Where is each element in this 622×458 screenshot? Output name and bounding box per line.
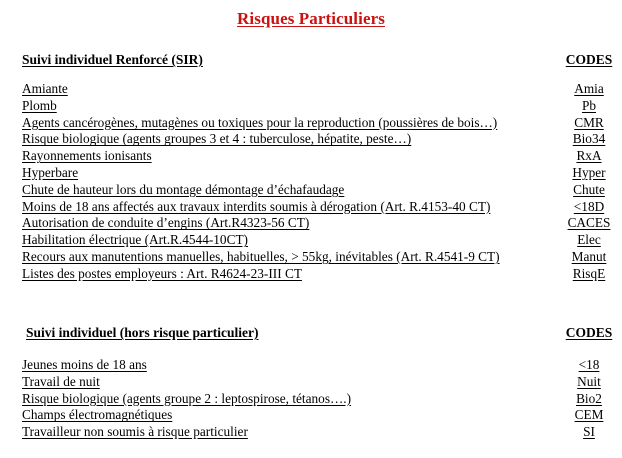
list-item	[0, 98, 622, 115]
list-item	[0, 115, 622, 132]
risk-code-text: Bio34	[572, 131, 606, 147]
section-header	[0, 325, 622, 345]
risk-label: Plomb	[22, 97, 57, 113]
risk-code	[556, 374, 622, 391]
list-item	[0, 232, 622, 249]
codes-column-header	[556, 325, 622, 341]
list-item	[0, 148, 622, 165]
risk-label: Travail de nuit	[22, 373, 100, 389]
list-item	[0, 165, 622, 182]
risk-code-text: RisqE	[572, 265, 606, 281]
section-suivi-individuel-hors-risque	[0, 325, 622, 441]
page-title-text: Risques Particuliers	[237, 9, 385, 28]
list-item	[0, 249, 622, 266]
section-header	[0, 52, 622, 72]
risk-code	[556, 266, 622, 283]
risk-code-text: CMR	[574, 114, 604, 130]
risk-label: Habilitation électrique (Art.R.4544-10CT)	[22, 232, 248, 248]
risk-label: Champs électromagnétiques	[22, 407, 173, 423]
risk-label: Risque biologique (agents groupes 3 et 4 : tuberculose, hépatite, peste…)	[22, 131, 412, 147]
risk-label: Listes des postes employeurs : Art. R4624-23-III CT	[22, 265, 302, 281]
risk-label: Jeunes moins de 18 ans	[22, 357, 147, 372]
risk-list	[0, 357, 622, 441]
risk-label: Recours aux manutentions manuelles, habituelles, > 55kg, inévitables (Art. R.4541-9 CT)	[22, 248, 500, 264]
codes-column-header	[556, 52, 622, 68]
risk-code	[556, 182, 622, 199]
risk-code	[556, 232, 622, 249]
risk-code-text: RxA	[576, 148, 602, 164]
risk-code	[556, 148, 622, 165]
risk-code-text: Nuit	[577, 373, 601, 389]
risk-code-text: Manut	[571, 248, 607, 264]
risk-code	[556, 249, 622, 266]
risk-label: Rayonnements ionisants	[22, 148, 152, 164]
risk-label: Hyperbare	[22, 164, 79, 180]
list-item	[0, 407, 622, 424]
list-item	[0, 391, 622, 408]
risk-code	[556, 115, 622, 132]
risk-label: Autorisation de conduite d’engins (Art.R4323-56 CT)	[22, 215, 310, 231]
list-item	[0, 357, 622, 374]
section-suivi-individuel-renforce	[0, 52, 622, 283]
risk-code	[556, 357, 622, 374]
risk-code	[556, 215, 622, 232]
section-heading: Suivi individuel (hors risque particulier)	[26, 325, 259, 340]
page-title	[0, 9, 622, 29]
list-item	[0, 424, 622, 441]
risk-label: Risque biologique (agents groupe 2 : leptospirose, tétanos….)	[22, 390, 352, 406]
risk-code-text: SI	[583, 424, 595, 440]
risk-code	[556, 98, 622, 115]
risk-code-text: Chute	[573, 181, 605, 197]
codes-column-header-text: CODES	[565, 325, 613, 340]
risk-code	[556, 199, 622, 216]
risk-label: Amiante	[22, 81, 68, 96]
list-item	[0, 215, 622, 232]
risk-code	[556, 424, 622, 441]
risk-code-text: <18	[578, 357, 600, 372]
list-item	[0, 199, 622, 216]
list-item	[0, 266, 622, 283]
section-heading: Suivi individuel Renforcé (SIR)	[22, 52, 203, 67]
risk-code	[556, 81, 622, 98]
list-item	[0, 182, 622, 199]
risk-label: Moins de 18 ans affectés aux travaux interdits soumis à dérogation (Art. R.4153-40 CT)	[22, 198, 491, 214]
risk-code-text: CEM	[574, 407, 604, 423]
risk-code-text: Hyper	[572, 164, 606, 180]
risk-code-text: Pb	[581, 97, 597, 113]
risk-list	[0, 81, 622, 283]
risk-code-text: <18D	[573, 198, 605, 214]
codes-column-header-text: CODES	[565, 52, 613, 67]
list-item	[0, 374, 622, 391]
risk-label: Travailleur non soumis à risque particulier	[22, 424, 248, 440]
risk-code-text: Bio2	[576, 390, 602, 406]
risk-code-text: Elec	[577, 232, 601, 248]
risk-code	[556, 131, 622, 148]
list-item	[0, 81, 622, 98]
risk-code	[556, 407, 622, 424]
risk-code	[556, 165, 622, 182]
risk-code-text: Amia	[574, 81, 604, 96]
risk-code-text: CACES	[567, 215, 611, 231]
risk-code	[556, 391, 622, 408]
risk-label: Agents cancérogènes, mutagènes ou toxiques pour la reproduction (poussières de bois…)	[22, 114, 498, 130]
risk-label: Chute de hauteur lors du montage démontage d’échafaudage	[22, 181, 345, 197]
list-item	[0, 131, 622, 148]
